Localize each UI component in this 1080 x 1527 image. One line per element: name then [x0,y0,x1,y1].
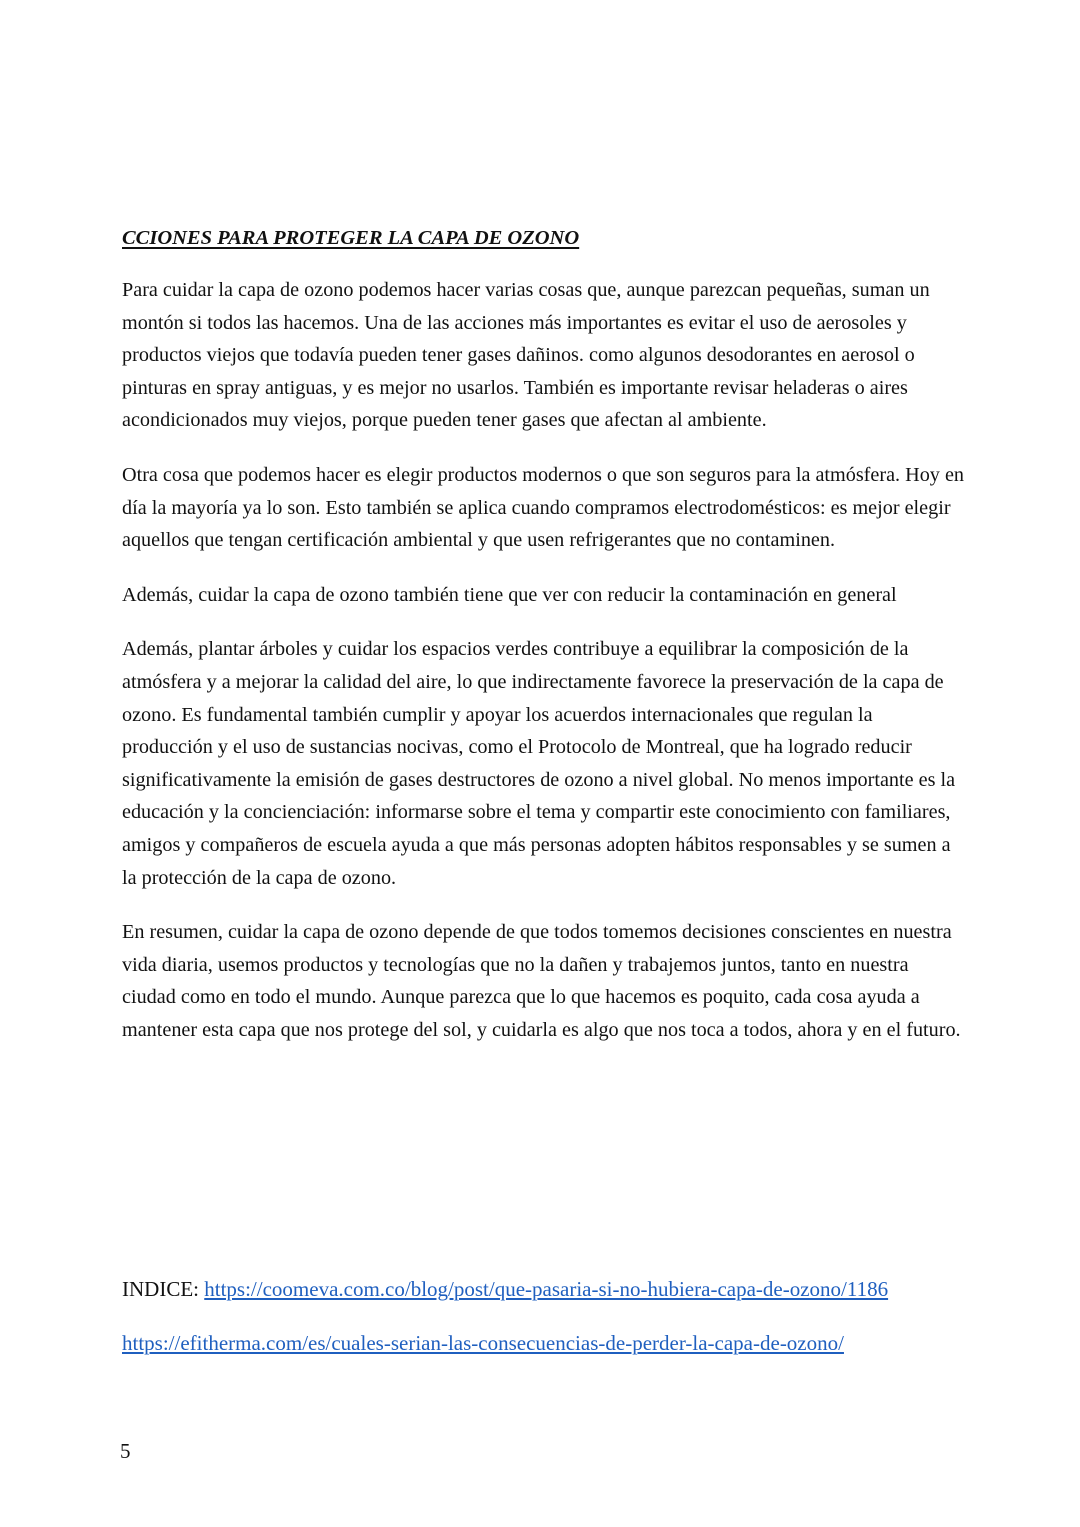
reference-link-2[interactable]: https://efitherma.com/es/cuales-serian-las-consecuencias-de-perder-la-capa-de-ozono/ [122,1331,844,1355]
reference-link-1[interactable]: https://coomeva.com.co/blog/post/que-pasaria-si-no-hubiera-capa-de-ozono/1186 [204,1277,889,1301]
section-heading: CCIONES PARA PROTEGER LA CAPA DE OZONO [122,227,580,249]
references [122,1274,1002,1358]
page-number: 5 [120,1439,131,1463]
paragraph-2: Otra cosa que podemos hacer es elegir productos modernos o que son seguros para la atmósfera. Hoy en día la mayoría ya lo son. Esto también se aplica cuando compramos electrodomésticos: es mejor elegir aquellos que tengan certificación ambiental y que usen refrigerantes que no contaminen. [122,463,965,552]
body-text [122,274,964,1068]
paragraph-3: Además, cuidar la capa de ozono también tiene que ver con reducir la contaminación en general [122,583,897,606]
reference-line-1 [122,1274,1002,1304]
paragraph-4: Además, plantar árboles y cuidar los espacios verdes contribuye a equilibrar la composición de la atmósfera y a mejorar la calidad del aire, lo que indirectamente favorece la preservación de la capa de ozono. Es fundamental también cumplir y apoyar los acuerdos internacionales que regulan la producción y el uso de sustancias nocivas, como el Protocolo de Montreal, que ha logrado reducir significativamente la emisión de gases destructores de ozono a nivel global. No menos importante es la educación y la concienciación: informarse sobre el tema y compartir este conocimiento con familiares, amigos y compañeros de escuela ayuda a que más personas adopten hábitos responsables y se sumen a la protección de la capa de ozono. [122,638,956,889]
references-label: INDICE: [122,1277,205,1301]
paragraph-1: Para cuidar la capa de ozono podemos hacer varias cosas que, aunque parezcan pequeñas, suman un montón si todos las hacemos. Una de las acciones más importantes es evitar el uso de aerosoles y productos viejos que todavía pueden tener gases dañinos. como algunos desodorantes en aerosol o pinturas en spray antiguas, y es mejor no usarlos. También es importante revisar heladeras o aires acondicionados muy viejos, porque pueden tener gases que afectan al ambiente. [122,279,930,432]
paragraph-5: En resumen, cuidar la capa de ozono depende de que todos tomemos decisiones conscientes en nuestra vida diaria, usemos productos y tecnologías que no la dañen y trabajemos juntos, tanto en nuestra ciudad como en todo el mundo. Aunque parezca que lo que hacemos es poquito, cada cosa ayuda a mantener esta capa que nos protege del sol, y cuidarla es algo que nos toca a todos, ahora y en el futuro. [122,921,961,1041]
reference-line-2 [122,1328,1002,1358]
